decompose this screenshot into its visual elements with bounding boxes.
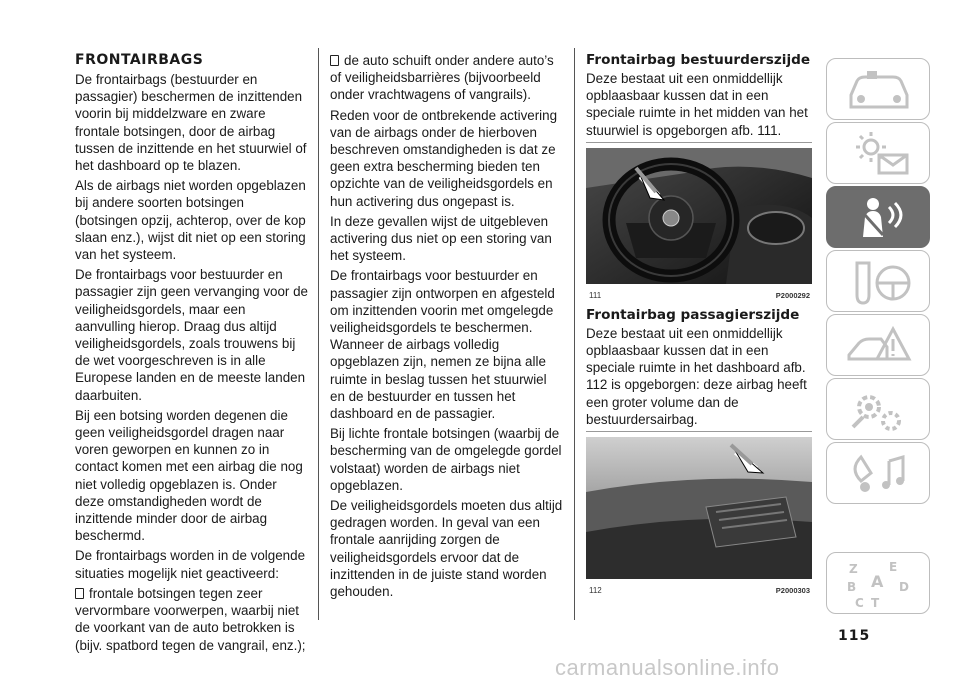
svg-text:C: C — [855, 596, 864, 610]
subsection-heading: Frontairbag passagierszijde — [586, 306, 800, 323]
paragraph: De frontairbags (bestuurder en passagier) beschermen de inzittenden voorin bij middelzware en zware frontale botsingen, door de airbag tussen de inzittende en het stuurwiel of het dashboard op te blazen. — [75, 72, 307, 174]
svg-text:E: E — [889, 560, 898, 574]
paragraph: De frontairbags voor bestuurder en passagier zijn ontworpen en afgesteld om inzittenden voorin met omgelegde veiligheidsgordels te beschermen. Wanneer de airbags volledig opgeblazen zijn, nemen ze bijna alle ruimte in beslag tussen het stuurwiel en de bestuurder en tussen het dashboard en de passagier. — [330, 268, 555, 422]
paragraph: De frontairbags voor bestuurder en passagier zijn geen vervanging voor de veiligheidsgordels, maar een aanvulling hierop. Draag dus altijd veiligheidsgordels, zoals trouwens bij de wet voorgeschreven is in alle Europese landen en de meeste landen daarbuiten. — [75, 267, 308, 403]
tab-maintenance[interactable] — [826, 378, 930, 440]
figure-111 — [586, 148, 812, 301]
column-3 — [586, 52, 816, 596]
paragraph: De frontairbags worden in de volgende situaties mogelijk niet geactiveerd: — [75, 548, 306, 581]
paragraph: De veiligheidsgordels moeten dus altijd gedragen worden. In geval van een frontale aanrijding zorgen de veiligheidsgordels ervoor dat de inzittenden in de juiste stand worden gehouden. — [330, 498, 563, 600]
paragraph: Deze bestaat uit een onmiddellijk opblaasbaar kussen dat in een speciale ruimte in het dashboard afb. 112 is opgeborgen: deze airbag heeft een groter volume dan de bestuurdersairbag. — [586, 325, 807, 427]
tab-starting-driving[interactable] — [826, 250, 930, 312]
bullet-square-icon — [330, 55, 339, 66]
paragraph: Deze bestaat uit een onmiddellijk opblaasbaar kussen dat in een speciale ruimte in het midden van het stuurwiel is opgeborgen afb. 111. — [586, 71, 808, 138]
warning-lights-icon — [841, 127, 917, 181]
road-warning-icon — [841, 319, 917, 373]
figure-caption — [586, 579, 812, 596]
figure-caption — [586, 284, 812, 301]
svg-text:T: T — [871, 596, 880, 610]
tab-multimedia[interactable] — [826, 442, 930, 504]
steering-wheel-airbag-photo — [586, 148, 812, 284]
watermark: carmanualsonline.info — [555, 655, 780, 680]
key-steering-wheel-icon — [841, 255, 917, 309]
tab-warning-lights[interactable] — [826, 122, 930, 184]
svg-text:D: D — [899, 580, 909, 594]
paragraph: Bij een botsing worden degenen die geen veiligheidsgordel dragen naar voren geworpen en kunnen zo in contact komen met een airbag die nog niet volledig opgeblazen is. Onder deze omstandigheden wordt de inzittende minder door de airbag beschermd. — [75, 407, 303, 544]
svg-text:Z: Z — [849, 562, 858, 576]
dashboard-image — [586, 437, 812, 579]
figure-number: 112 — [589, 586, 602, 596]
bullet-square-icon — [75, 588, 84, 599]
column-divider — [574, 48, 575, 620]
tab-dashboard[interactable] — [826, 58, 930, 120]
section-heading: FRONTAIRBAGS — [75, 52, 204, 68]
figure-number: 111 — [589, 290, 602, 300]
figure-code: P2000292 — [775, 290, 810, 300]
paragraph: Bij lichte frontale botsingen (waarbij de bescherming van de omgelegde gordel volstaat) worden de airbags niet opgeblazen. — [330, 426, 562, 493]
bullet-item — [75, 585, 308, 654]
figure-112 — [586, 437, 812, 596]
multimedia-icon — [841, 447, 917, 501]
tab-index[interactable] — [826, 552, 930, 614]
svg-text:B: B — [847, 580, 857, 594]
subsection-heading: Frontairbag bestuurderszijde — [586, 52, 811, 68]
bullet-text: frontale botsingen tegen zeer vervormbare voorwerpen, waarbij niet de voorkant van de auto betrokken is (bijv. spatbord tegen de vangrail, enz.); — [75, 585, 306, 653]
page-number: 115 — [838, 628, 871, 644]
figure-rule — [586, 142, 812, 143]
column-divider — [318, 48, 319, 620]
car-dashboard-icon — [841, 63, 917, 117]
maintenance-gears-icon — [841, 383, 917, 437]
figure-rule — [586, 431, 812, 432]
column-2 — [330, 52, 564, 603]
tab-emergency[interactable] — [826, 314, 930, 376]
steering-wheel-image — [586, 148, 812, 284]
seatbelt-airbag-icon — [841, 191, 917, 245]
paragraph: In deze gevallen wijst de uitgebleven activering dus niet op een storing van het systeem. — [330, 213, 552, 264]
passenger-airbag-photo — [586, 437, 812, 579]
tab-safety[interactable] — [826, 186, 930, 248]
svg-text:A: A — [871, 572, 884, 591]
bullet-text: de auto schuift onder andere auto’s of veiligheidsbarrières (bijvoorbeeld onder vrachtwagens of vangrails). — [330, 53, 554, 103]
index-letters-icon — [841, 557, 917, 611]
figure-code: P2000303 — [775, 586, 810, 596]
bullet-item — [330, 52, 564, 104]
paragraph: Reden voor de ontbrekende activering van de airbags onder de hierboven beschreven omstandigheden is dat ze geen extra bescherming bieden ten opzichte van de veiligheidsgordels en hun activering dus ongepast is. — [330, 107, 558, 209]
column-1 — [75, 52, 308, 657]
paragraph: Als de airbags niet worden opgeblazen bij andere soorten botsingen (botsingen opzij, achterop, over de kop slaan enz.), wijst dit niet op een storing van het systeem. — [75, 178, 306, 263]
